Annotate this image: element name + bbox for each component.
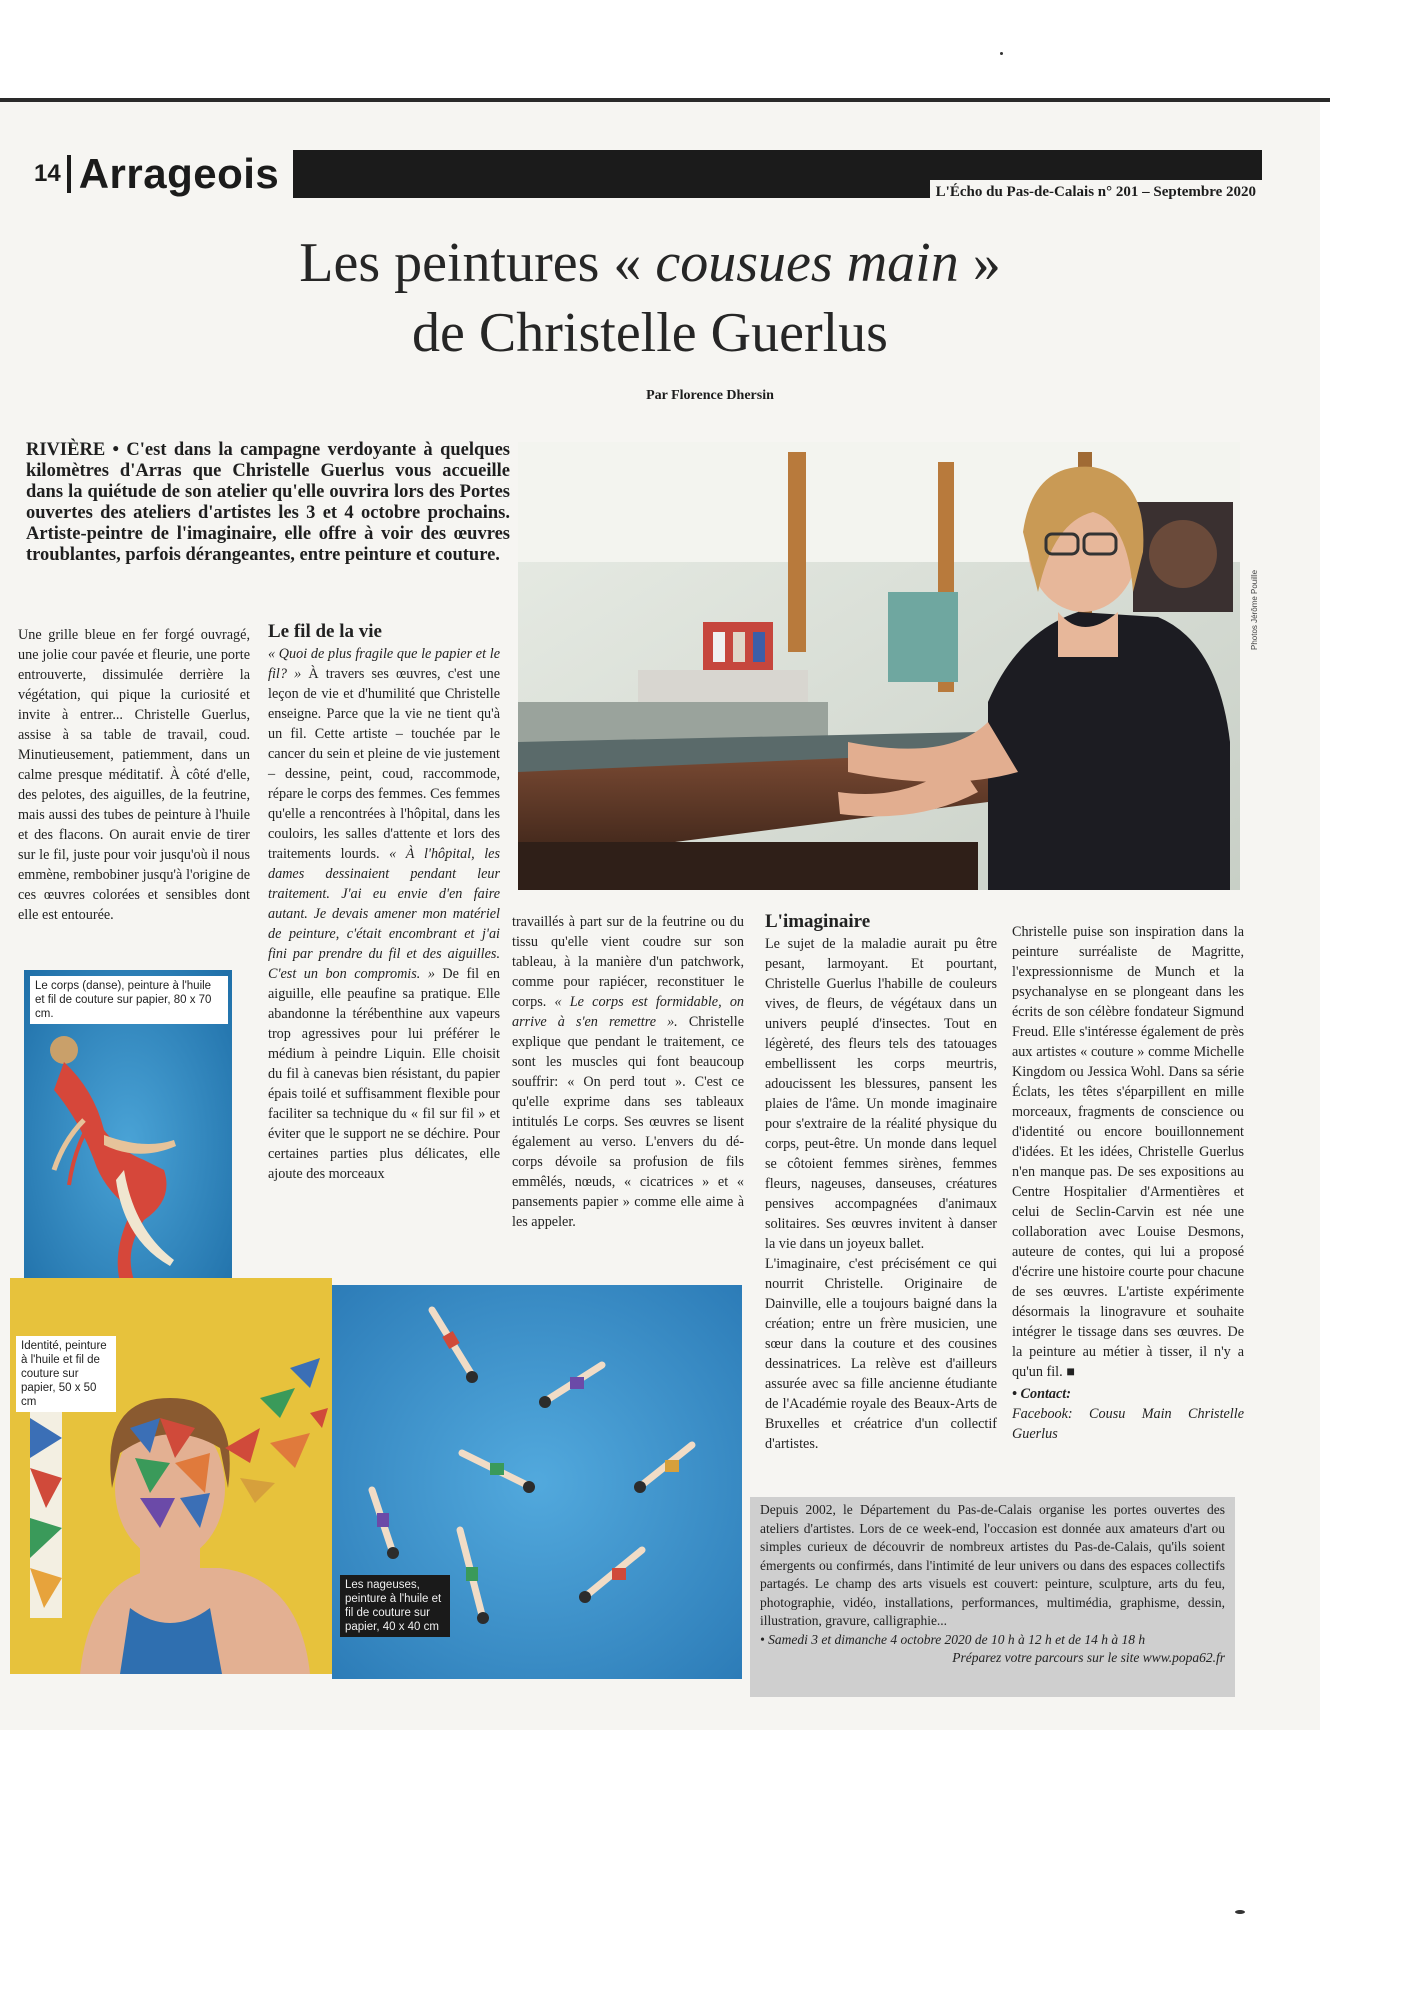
- contact: • Contact: Facebook: Cousu Main Christelle Guerlus: [1012, 1386, 1244, 1442]
- artist-photo-image: [518, 442, 1240, 890]
- page-number: 14: [34, 160, 61, 187]
- photo-credit: Photos Jérôme Pouille: [1250, 569, 1259, 650]
- painting-identity: [10, 1278, 332, 1674]
- text-column-5: [1012, 922, 1244, 1444]
- subhead-imaginaire: L'imaginaire: [765, 911, 871, 932]
- column-2-text: « Quoi de plus fragile que le papier et le fil? » À travers ses œuvres, c'est une leçon de vie et d'humilité que Christelle enseigne. Parce que la vie ne tient qu'à un fil. Cette artiste – touchée par le cancer du sein et pleine de vie justement – dessine, peint, coud, raccommode, répare le corps des femmes. Ces femmes qu'elle a rencontrées à l'hôpital, dans les couloirs, les salles d'attente et lors des traitements lourds. « À l'hôpital, les dames dessinaient pendant leur traitement. J'ai eu envie d'en faire autant. Je devais amener mon matériel de peinture, c'était encombrant et j'ai fini par prendre du fil et des aiguilles. C'est un bon compromis. » De fil en aiguille, elle peaufine sa pratique. Elle abandonne la térébenthine aux vapeurs trop agressives pour lui préférer le médium à peindre Liquin. Elle choisit du fil à canevas bien résistant, du papier épais toilé et suffisamment flexible pour faciliter sa technique du « fil sur fil » et éviter que le support ne se déchire. Pour certaines parties plus délicates, elle ajoute des morceaux: [268, 646, 500, 1182]
- subhead-fil-de-la-vie: Le fil de la vie: [268, 621, 382, 642]
- article-headline: [150, 228, 1150, 368]
- section-header: [26, 150, 293, 198]
- info-box-text: Depuis 2002, le Département du Pas-de-Calais organise les portes ouvertes des ateliers d'artistes. Lors de ce week-end, l'occasion est donnée aux amateurs d'art ou simples curieux de découvrir de nombreux artistes du Pas-de-Calais, qu'ils soient émergents ou confirmés, dans l'intimité de leur univers ou dans des espaces collectifs partagés. Le champ des arts visuels est couvert: peinture, sculpture, arts du feu, photographie, vidéo, installations, performances, multimédia, graphisme, dessin, illustration, gravure, calligraphie...: [760, 1502, 1225, 1628]
- quote-fragile: « Quoi de plus fragile que le papier et le fil? »: [268, 646, 500, 682]
- info-box-dates: • Samedi 3 et dimanche 4 octobre 2020 de 10 h à 12 h et de 14 h à 18 h: [760, 1631, 1146, 1647]
- end-mark: ■: [1066, 1364, 1075, 1380]
- byline: Par Florence Dhersin: [646, 388, 774, 403]
- caption-identity: Identité, peinture à l'huile et fil de couture sur papier, 50 x 50 cm: [16, 1336, 116, 1412]
- text-column-2: [268, 622, 500, 1184]
- column-3-text: travaillés à part sur de la feutrine ou du tissu qu'elle vient coudre sur son tableau, à la manière d'un patchwork, comme pour rapiécer, reconstituer le corps. « Le corps est formidable, on arrive à s'en remettre ». Christelle explique que pendant le traitement, ce sont les muscles qui font beaucoup souffrir: « On perd tout ». C'est ce qu'elle exprime dans ses tableaux intitulés Le corps. Ses œuvres se lisent également au verso. L'envers du dé-corps dévoile sa profusion de fils emmêlés, nœuds, « cicatrices » et « pansements papier » comme elle aime à les appeler.: [512, 914, 745, 1230]
- publication-info: L'Écho du Pas-de-Calais n° 201 – Septembre 2020: [930, 180, 1262, 204]
- artist-photo: [518, 442, 1240, 890]
- caption-dance: Le corps (danse), peinture à l'huile et fil de couture sur papier, 80 x 70 cm.: [30, 976, 228, 1024]
- painting-swimmers: [332, 1285, 742, 1679]
- column-4-text-b: L'imaginaire, c'est précisément ce qui nourrit Christelle. Originaire de Dainville, elle a toujours baigné dans la création; entre un frère musicien, une sœur dans la couture et des cousines dessinatrices. La relève est d'ailleurs assurée avec sa fille ancienne étudiante de l'Académie royale des Beaux-Arts de Bruxelles et créatrice d'un collectif d'artistes.: [765, 1256, 997, 1452]
- text-column-3: [512, 912, 744, 1232]
- column-1-text: Une grille bleue en fer forgé ouvragé, une jolie cour pavée et fleurie, une porte entrouverte, dissimulée derrière la végétation, qui pique la curiosité et invite à entrer... Christelle Guerlus, assise à sa table de travail, coud. Minutieusement, patiemment, dans un calme presque méditatif. À côté d'elle, des pelotes, des aiguilles, de la feutrine, mais aussi des tubes de peinture à l'huile et des flacons. On aurait envie de tirer sur le fil, juste pour voir jusqu'où il nous emmène, rembobiner jusqu'à l'origine de ces œuvres colorées et sensibles dont elle est entourée.: [18, 627, 250, 923]
- quote-hopital: « À l'hôpital, les dames dessinaient pendant leur traitement. J'ai eu envie d'en faire autant. Je devais amener mon matériel de peinture, c'était encombrant et j'ai fini par prendre du fil et des aiguilles. C'est un bon compromis. »: [268, 846, 500, 982]
- article-lead: RIVIÈRE • C'est dans la campagne verdoyante à quelques kilomètres d'Arras que Christelle Guerlus vous accueille dans la quiétude de son atelier qu'elle ouvrira lors des Portes ouvertes des ateliers d'artistes les 3 et 4 octobre prochains. Artiste-peintre de l'imaginaire, elle offre à voir des œuvres troublantes, parfois dérangeantes, entre peinture et couture.: [26, 440, 510, 565]
- text-column-4: [765, 912, 997, 1454]
- page-edge-line: [0, 98, 1330, 102]
- info-box-website: Préparez votre parcours sur le site www.popa62.fr: [952, 1650, 1225, 1665]
- column-5-text: Christelle puise son inspiration dans la peinture surréaliste de Magritte, l'expressionnisme de Munch et la psychanalyse en se plongeant dans les écrits de son célèbre fondateur Sigmund Freud. Elle s'intéresse également de près aux artistes « couture » comme Michelle Kingdom ou Jessica Wohl. Dans sa série Éclats, les têtes s'éparpillent en mille morceaux, fragments de conscience ou d'identité ou encore bouillonnement d'idées. Et les idées, Christelle Guerlus n'en manque pas. De ses expositions au Centre Hospitalier d'Armentières et celui de Seclin-Carvin est née une collaboration avec Louise Desmons, auteure de contes, qui lui a proposé d'écrire une histoire courte pour chacune de ses œuvres. L'artiste expérimente désormais la linogravure et souhaite intégrer le tissage dans ses œuvres. De la peinture au métier à tisser, il n'y a qu'un fil. ■: [1012, 924, 1244, 1380]
- headline-line-1: Les peintures « cousues main »: [299, 232, 1001, 294]
- info-box: [750, 1497, 1235, 1697]
- caption-swimmers: Les nageuses, peinture à l'huile et fil de couture sur papier, 40 x 40 cm: [340, 1575, 450, 1637]
- painting-dance: [24, 970, 232, 1318]
- scan-speck: [1235, 1910, 1245, 1914]
- headline-line-2: de Christelle Guerlus: [412, 302, 888, 364]
- page-separator: [67, 155, 71, 193]
- scan-speck: [1000, 52, 1003, 55]
- column-4-text-a: Le sujet de la maladie aurait pu être pesant, larmoyant. Et pourtant, Christelle Guerlus l'habille de couleurs vives, de fleurs, de végétaux dans un univers peuplé d'insectes. Tout en légèreté, des fleurs tels des tatouages embellissent les corps meurtris, adoucissent les blessures, pansent les plaies de l'âme. Un monde imaginaire pour s'extraire de la réalité physique du corps, peut-être. Un monde dans lequel se côtoient femmes sirènes, femmes fleurs, nageuses, danseuses, créatures pensives accompagnées d'animaux solitaires. Ses œuvres invitent à danser la vie dans un joyeux ballet.: [765, 936, 997, 1252]
- section-title: Arrageois: [78, 150, 280, 197]
- quote-corps: « Le corps est formidable, on arrive à s'en remettre ».: [512, 994, 745, 1030]
- text-column-1: [18, 625, 250, 925]
